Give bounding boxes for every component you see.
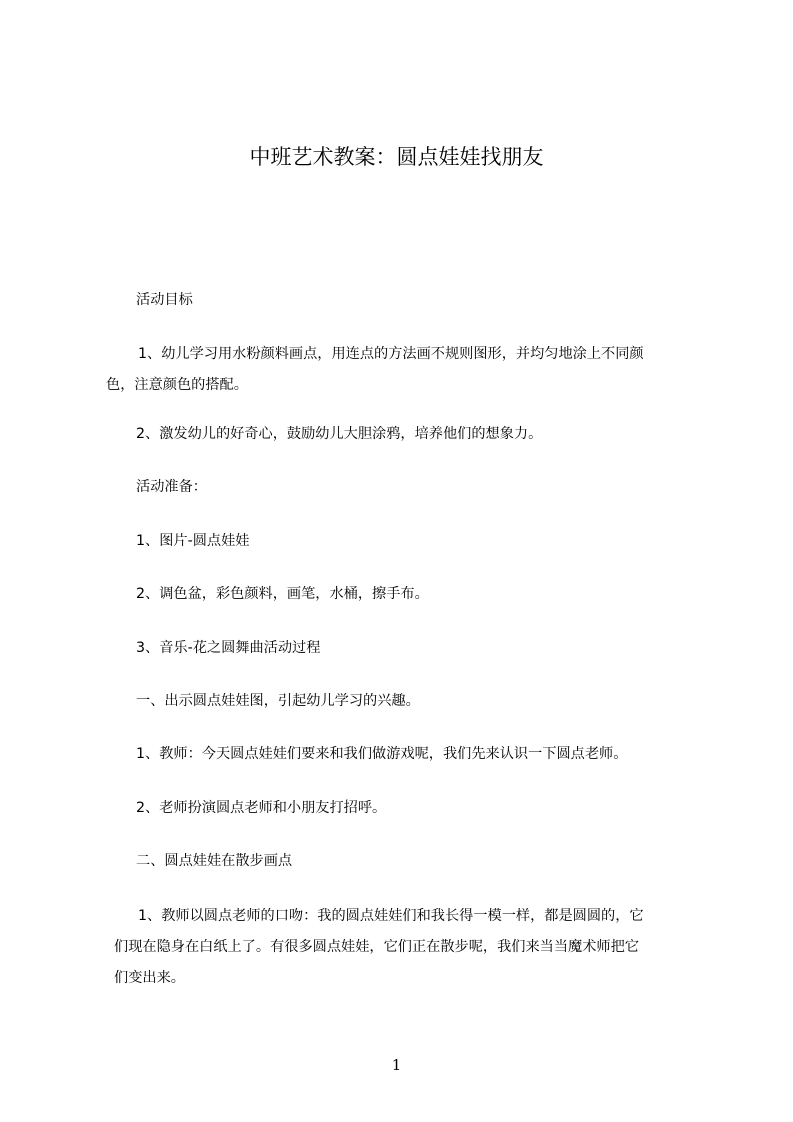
step-2-item-1-paragraph (106, 901, 718, 994)
step-2-item-1-line-3: 们变出来。 (114, 970, 185, 986)
goal-2-paragraph: 2、激发幼儿的好奇心，鼓励幼儿大胆涂鸦，培养他们的想象力。 (136, 426, 543, 442)
step-1-item-1: 1、教师：今天圆点娃娃们要来和我们做游戏呢，我们先来认识一下圆点老师。 (136, 746, 628, 762)
goal-1-line-1: 1、幼儿学习用水粉颜料画点，用连点的方法画不规则图形，并均匀地涂上不同颜 (138, 346, 644, 362)
section-heading-goals: 活动目标 (136, 292, 193, 308)
goal-1-paragraph (106, 339, 718, 401)
step-1-heading: 一、出示圆点娃娃图，引起幼儿学习的兴趣。 (136, 693, 420, 709)
page-number: 1 (391, 1056, 402, 1074)
step-2-heading: 二、圆点娃娃在散步画点 (136, 853, 293, 869)
goal-1-line-2: 色，注意颜色的搭配。 (106, 377, 248, 393)
document-title: 中班艺术教案：圆点娃娃找朋友 (249, 145, 544, 169)
step-1-item-2: 2、老师扮演圆点老师和小朋友打招呼。 (136, 800, 387, 816)
prep-item-2: 2、调色盆，彩色颜料，画笔，水桶，擦手布。 (136, 586, 429, 602)
section-heading-prep: 活动准备： (136, 479, 207, 495)
prep-item-3: 3、音乐-花之圆舞曲活动过程 (136, 640, 321, 656)
step-2-item-1-line-1: 1、教师以圆点老师的口吻：我的圆点娃娃们和我长得一模一样，都是圆圆的，它 (138, 908, 644, 924)
prep-item-1: 1、图片-圆点娃娃 (136, 533, 250, 549)
step-2-item-1-line-2: 们现在隐身在白纸上了。有很多圆点娃娃，它们正在散步呢，我们来当当魔术师把它 (114, 939, 639, 955)
